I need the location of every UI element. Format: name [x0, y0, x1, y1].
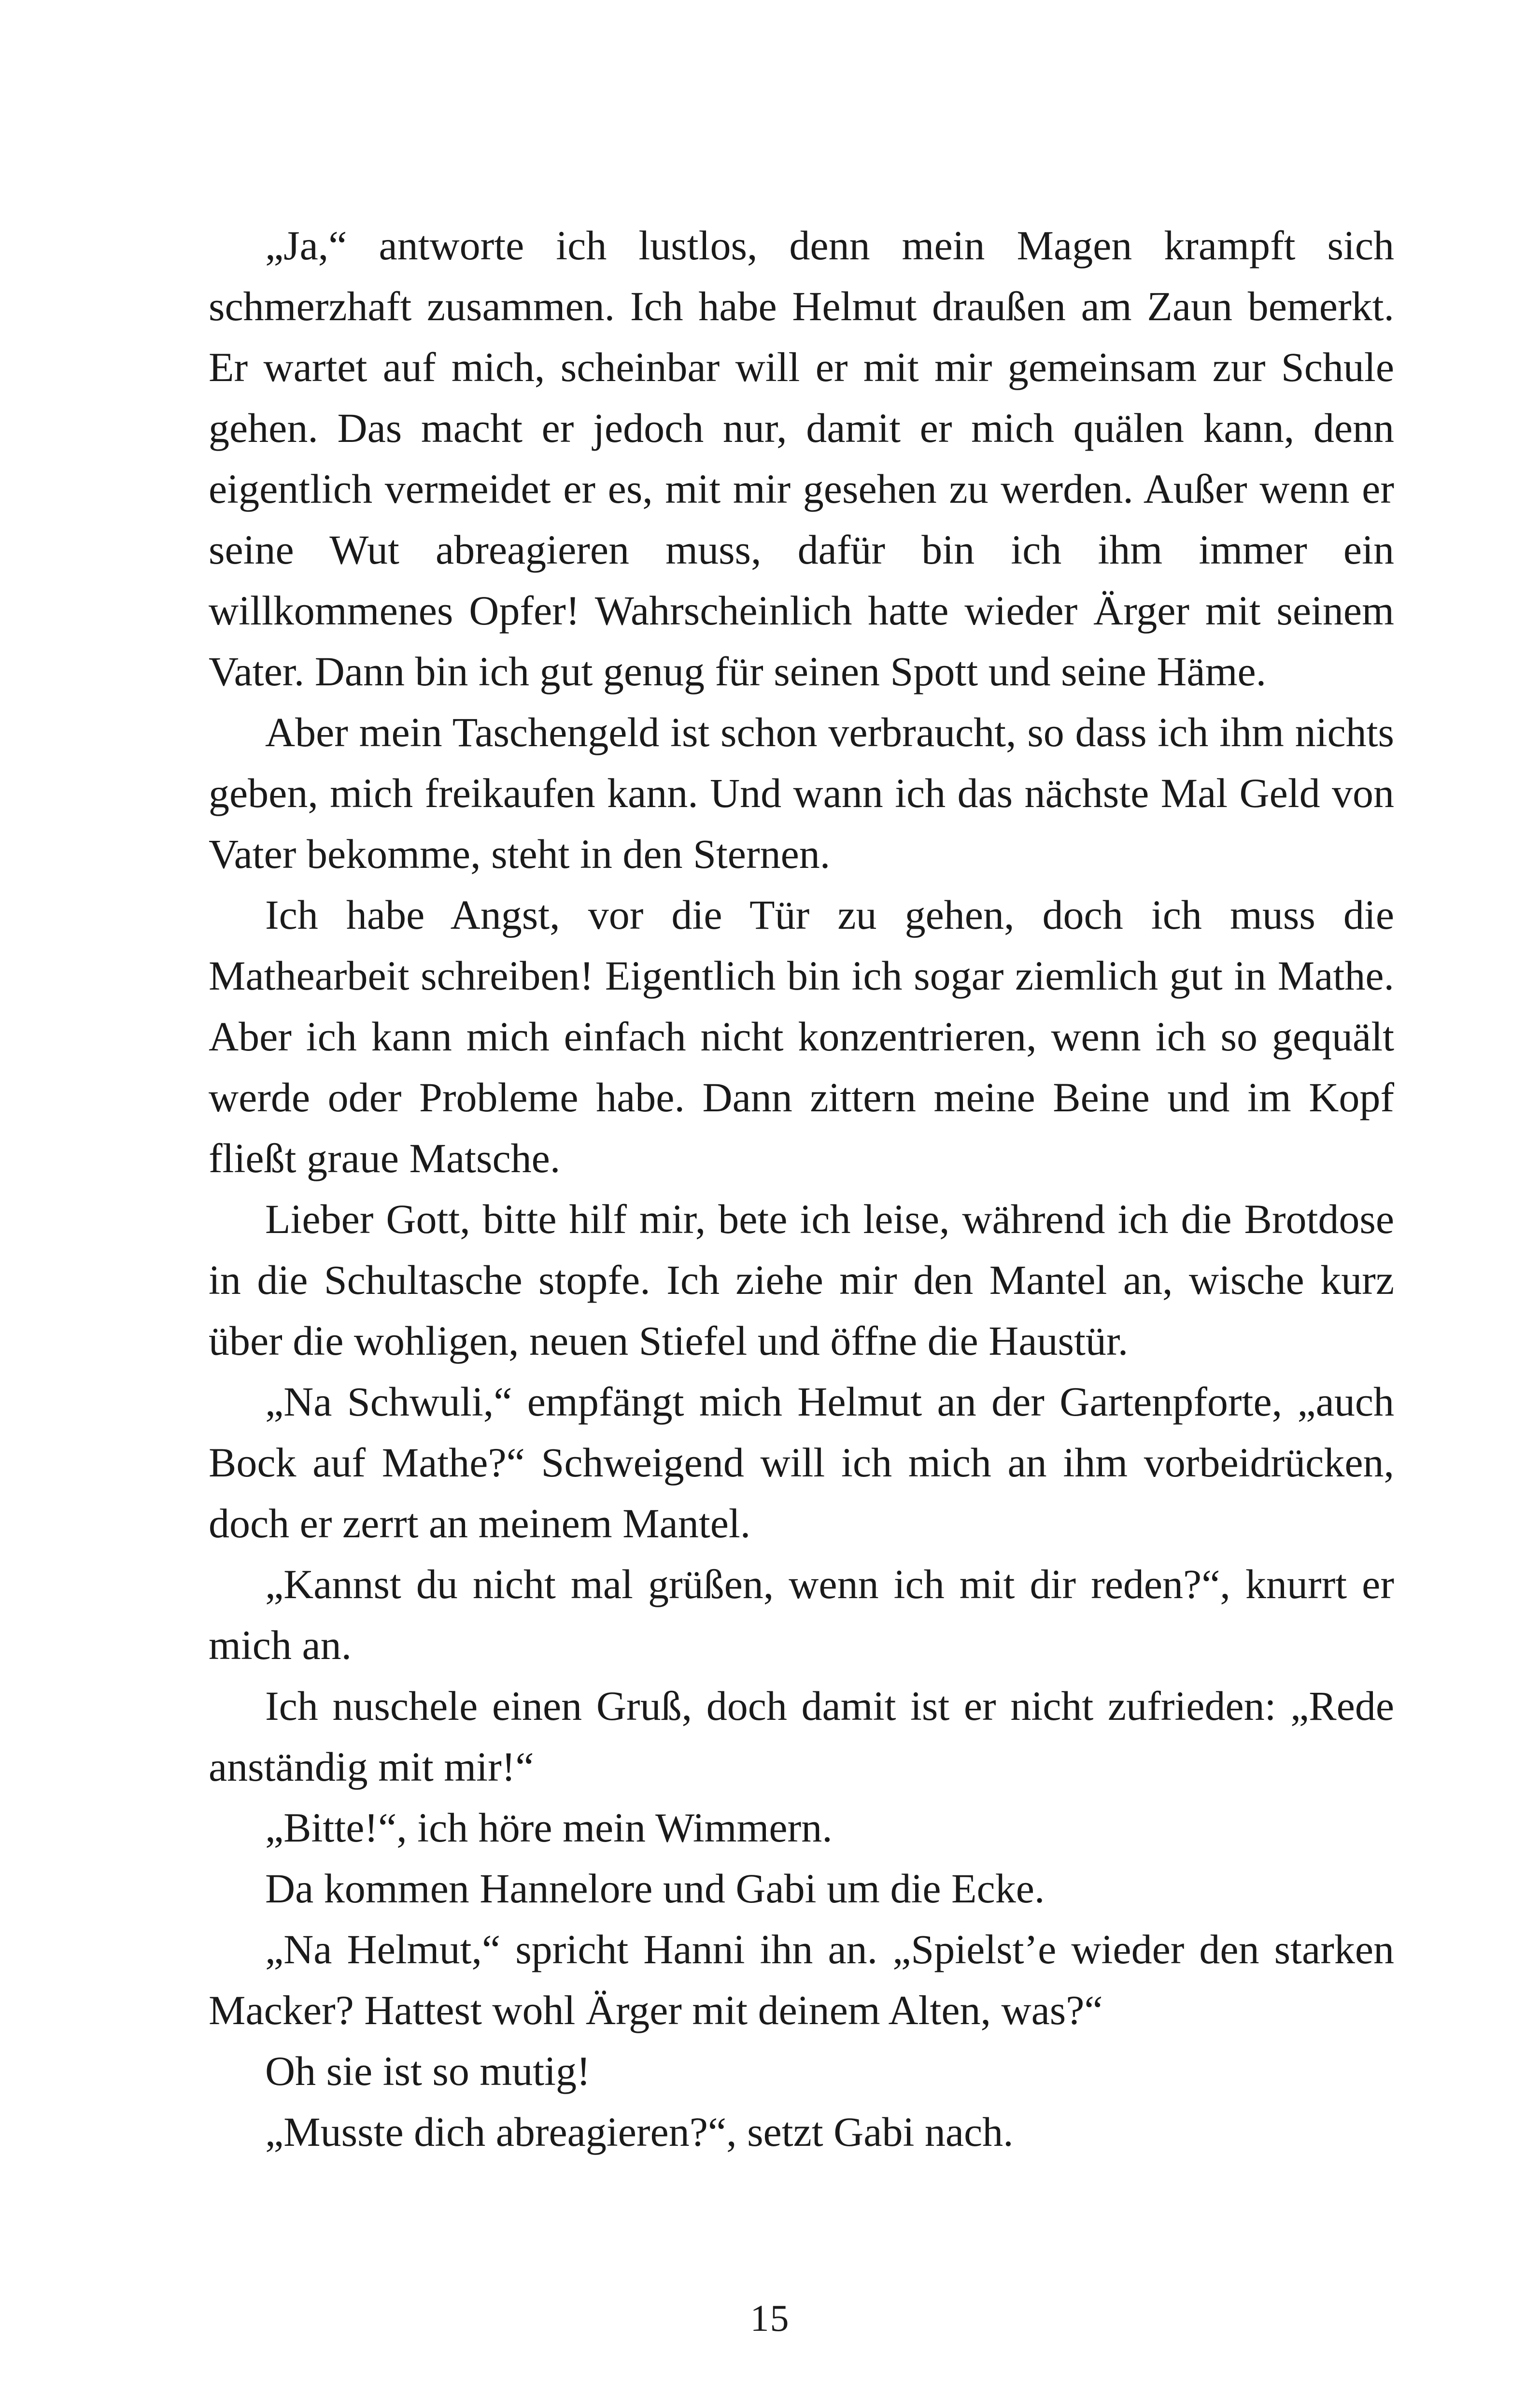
- paragraph: Lieber Gott, bitte hilf mir, bete ich leise, während ich die Brotdose in die Schultasche stopfe. Ich ziehe mir den Mantel an, wische kurz über die wohligen, neuen Stiefel und öffne die Haustür.: [209, 1196, 1394, 1364]
- paragraph: Ich nuschele einen Gruß, doch damit ist er nicht zufrieden: „Rede anständig mit mir!“: [209, 1683, 1394, 1790]
- paragraph: „Na Schwuli,“ empfängt mich Helmut an der Gartenpforte, „auch Bock auf Mathe?“ Schweigend will ich mich an ihm vorbeidrücken, doch er zerrt an meinem Mantel.: [209, 1378, 1394, 1546]
- paragraph: „Bitte!“, ich höre mein Wimmern.: [265, 1804, 833, 1851]
- paragraph: Aber mein Taschengeld ist schon verbraucht, so dass ich ihm nichts geben, mich freikaufen kann. Und wann ich das nächste Mal Geld von Vater bekomme, steht in den Sternen.: [209, 709, 1394, 877]
- paragraph: „Na Helmut,“ spricht Hanni ihn an. „Spielst’e wieder den starken Macker? Hattest wohl Ärger mit deinem Alten, was?“: [209, 1926, 1394, 2033]
- paragraph: Oh sie ist so mutig!: [265, 2048, 591, 2094]
- paragraph: Da kommen Hannelore und Gabi um die Ecke.: [265, 1865, 1045, 1912]
- paragraph: „Musste dich abreagieren?“, setzt Gabi nach.: [265, 2109, 1014, 2155]
- paragraph: Ich habe Angst, vor die Tür zu gehen, doch ich muss die Mathearbeit schreiben! Eigentlich bin ich sogar ziemlich gut in Mathe. Aber ich kann mich einfach nicht konzentrieren, wenn ich so gequält werde oder Probleme habe. Dann zittern meine Beine und im Kopf fließt graue Matsche.: [209, 892, 1394, 1181]
- paragraph: „Ja,“ antworte ich lustlos, denn mein Magen krampft sich schmerzhaft zusammen. Ich habe Helmut draußen am Zaun bemerkt. Er wartet auf mich, scheinbar will er mit mir gemeinsam zur Schule gehen. Das macht er jedoch nur, damit er mich quälen kann, denn eigentlich vermeidet er es, mit mir gesehen zu werden. Außer wenn er seine Wut abreagieren muss, dafür bin ich ihm immer ein willkommenes Opfer! Wahrscheinlich hatte wieder Ärger mit seinem Vater. Dann bin ich gut genug für seinen Spott und seine Häme.: [209, 222, 1394, 695]
- body-text: [209, 215, 1394, 2162]
- page-number: 15: [750, 2297, 790, 2339]
- paragraph: „Kannst du nicht mal grüßen, wenn ich mit dir reden?“, knurrt er mich an.: [209, 1561, 1394, 1668]
